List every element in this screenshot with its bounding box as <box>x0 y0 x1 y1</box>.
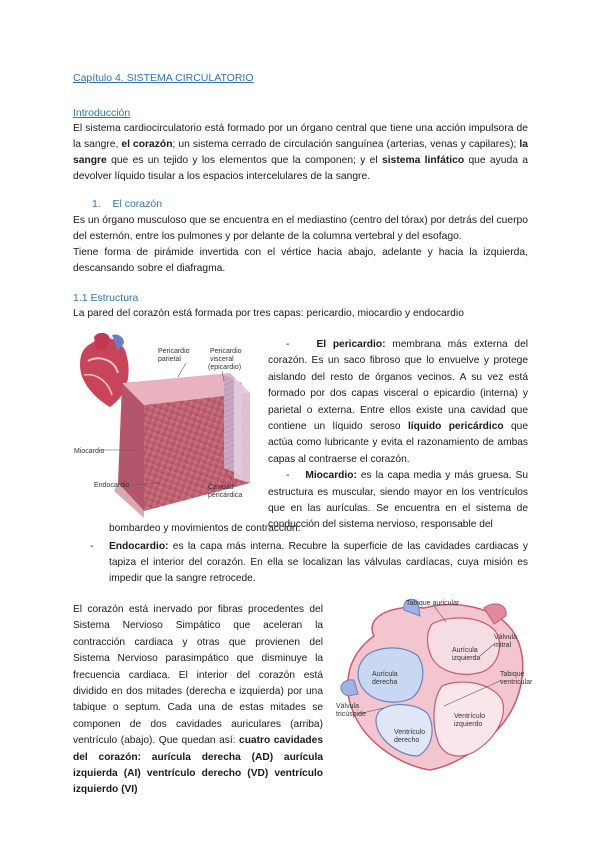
label-pericardio-parietal-1: Pericardio <box>158 348 190 355</box>
section-1-1-intro: La pared del corazón está formada por tres capas: pericardio, miocardio y endocardio <box>73 308 464 319</box>
label-miocardio: Miocardio <box>74 448 105 455</box>
label-pericardio-parietal-2: parietal <box>158 356 181 363</box>
label-ventriculo-derecho-1: Ventrículo <box>394 729 426 736</box>
label-pericardio-visceral-1: Pericardio <box>210 348 242 355</box>
label-auricula-izquierda-1: Aurícula <box>452 647 478 654</box>
heart-outline <box>341 599 523 770</box>
label-pericardio-visceral-2: visceral <box>210 356 234 363</box>
intro-paragraph: El sistema cardiocirculatorio está formado por un órgano central que tiene una acción impulsora de la sangre, el corazón; un sistema cerrado de circulación sanguínea (arterias, venas y capilares); la sangre que es un tejido y los elementos que la componen; y el sistema linfático que ayuda a devolver líquido tisular a los espacios intercelulares de la sangre. <box>73 123 529 182</box>
label-auricula-derecha-2: derecha <box>372 679 398 686</box>
heart-thumbnail <box>80 333 129 407</box>
endocardio-dash: - <box>90 541 94 552</box>
label-tabique-ventricular-2: ventricular <box>500 679 533 686</box>
section-1-paragraph-1: Es un órgano musculoso que se encuentra en el mediastino (centro del tórax) por detrás del cuerpo del esternón, entre los pulmones y por delante de la columna vertebral y del esofago. <box>73 215 528 242</box>
endocardio-item: Endocardio: es la capa más interna. Recubre la superficie de las cavidades cardiacas y tapiza el interior del corazón. En ella se localizan las válvulas cardíacas, cuya misión es impedir que la sangre retrocede. <box>109 541 528 584</box>
section-1-1-heading: 1.1 Estructura <box>73 292 139 304</box>
label-ventriculo-izquierdo-1: Ventrículo <box>454 713 486 720</box>
chapter-title: Capítulo 4. SISTEMA CIRCULATORIO <box>73 72 254 84</box>
heart-wall-figure <box>74 333 260 518</box>
label-endocardio: Endocardio <box>94 482 130 489</box>
intro-heading: Introducción <box>73 107 131 119</box>
section-1-heading: 1. El corazón <box>92 198 163 210</box>
pericardio-item: - El pericardio: membrana más externa del corazón. Es un saco fibroso que lo envuelve y protege aislando del resto de órganos vecinos. A su vez está formado por dos capas visceral o epicardio (interna) y parietal o externa. Entre ellos existe una cavidad que contiene un líquido seroso líquido pericárdico que actúa como lubricante y evita el razonamiento de ambas capas al contraerse el corazón. <box>268 339 528 465</box>
label-tabique-ventricular-1: Tabique <box>500 671 525 678</box>
label-valvula-tricuspide-2: tricúspide <box>336 711 366 718</box>
label-tabique-auricular: Tabique auricular <box>406 600 460 607</box>
innervation-paragraph: El corazón está inervado por fibras procedentes del Sistema Nervioso Simpático que aceleran la contracción cardiaca y otras que provienen del Sistema Nervioso parasimpático que disminuye la frecuencia cardiaca. El interior del corazón está dividido en dos mitades (derecha e izquierda) por una tabique o septum. Cada una de estas mitades se componen de dos cavidades auriculares (arriba) ventrículo (abajo). Que quedan así: cuatro cavidades del corazón: aurícula derecha (AD) aurícula izquierda (AI) ventrículo derecho (VD) ventrículo izquierdo (VI) <box>73 604 323 796</box>
miocardio-continuation: bombardeo y movimientos de contracción. <box>109 523 301 534</box>
label-cavidad-1: Cavidad <box>208 484 234 491</box>
label-ventriculo-derecho-2: derecho <box>394 737 420 744</box>
label-ventriculo-izquierdo-2: izquierdo <box>454 721 483 728</box>
label-pericardio-visceral-3: (epicardio) <box>208 364 242 371</box>
label-auricula-derecha-1: Aurícula <box>372 671 398 678</box>
label-valvula-tricuspide-1: Válvula <box>336 703 359 710</box>
label-valvula-mitral-1: Válvula <box>494 634 517 641</box>
label-cavidad-2: pericárdica <box>208 492 243 499</box>
layers-description <box>268 337 528 534</box>
label-auricula-izquierda-2: izquierda <box>452 655 481 662</box>
section-1-paragraph-2: Tiene forma de pirámide invertida con el vértice hacia abajo, adelante y hacia la izquierda, descansando sobre el diafragma. <box>73 247 528 274</box>
heart-chambers-figure <box>334 596 534 772</box>
miocardio-item: - Miocardio: es la capa media y más gruesa. Su estructura es muscular, siendo mayor en los ventrículos que en las aurículas. Se encuentra en el sistema de conducción del sistema nervioso, responsable del <box>268 470 528 531</box>
label-valvula-mitral-2: mitral <box>494 642 512 649</box>
